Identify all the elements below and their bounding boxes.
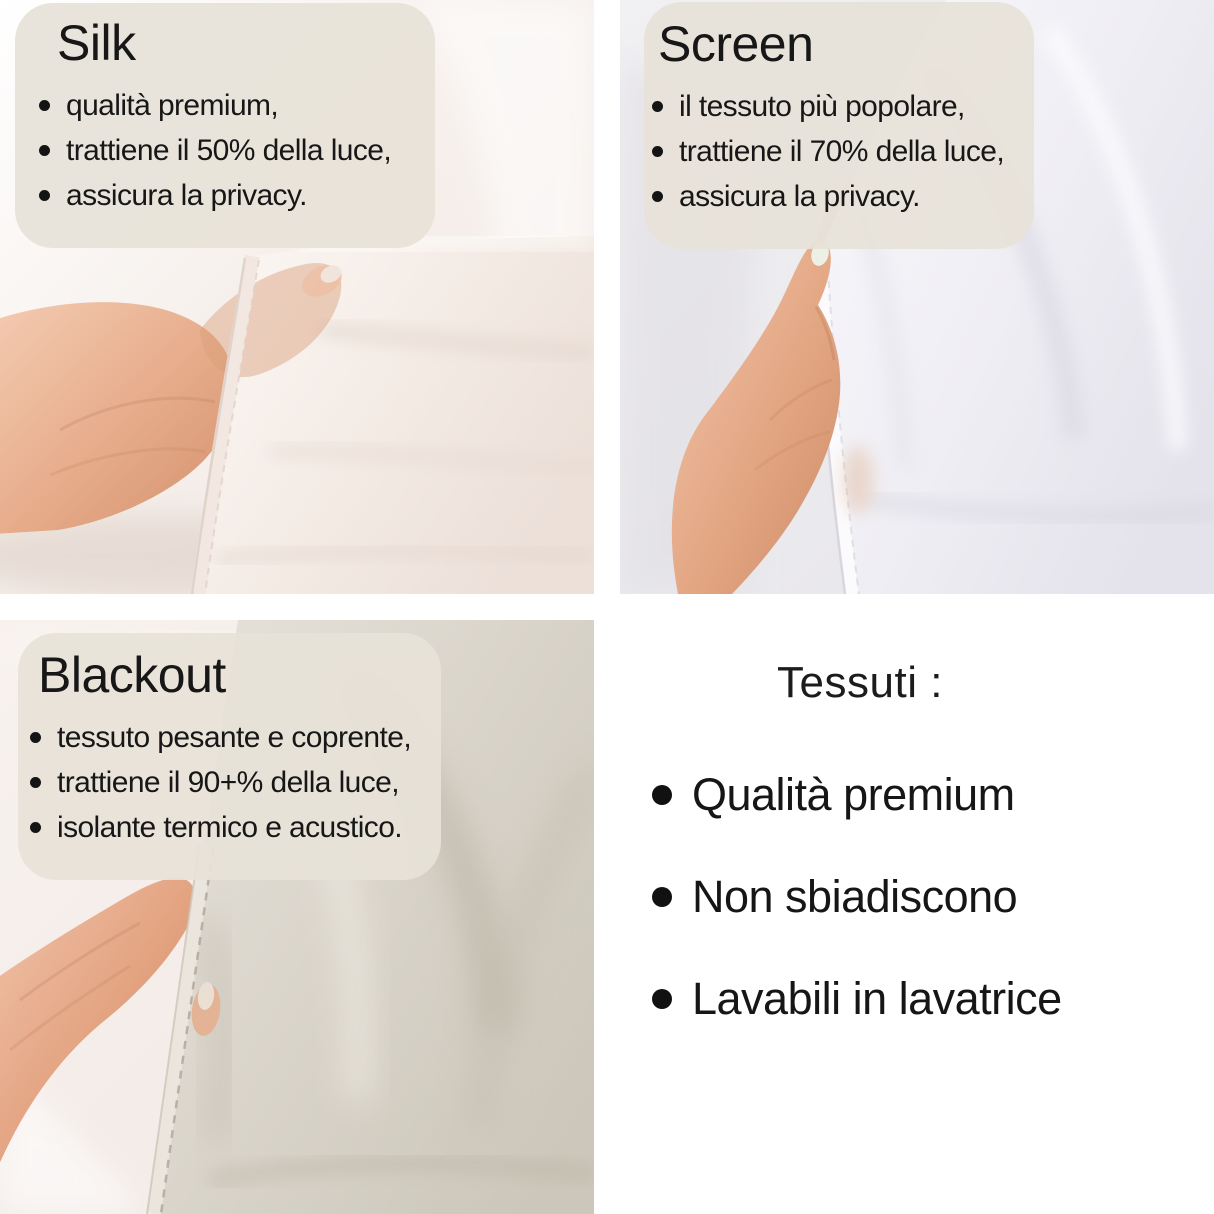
summary-bullet-list: [652, 768, 1062, 1074]
screen-card: [644, 2, 1034, 249]
bullet-item: Lavabili in lavatrice: [652, 972, 1062, 1026]
silk-bullet-list: [39, 83, 411, 218]
bullet-item: Qualità premium: [652, 768, 1062, 822]
bullet-item: assicura la privacy.: [39, 173, 411, 218]
bullet-dot-icon: [39, 100, 50, 111]
silk-card: [15, 3, 435, 248]
bullet-dot-icon: [30, 777, 41, 788]
bullet-dot-icon: [39, 145, 50, 156]
blackout-panel: [0, 620, 594, 1214]
bullet-item: trattiene il 50% della luce,: [39, 128, 411, 173]
bullet-item: Non sbiadiscono: [652, 870, 1062, 924]
bullet-dot-icon: [39, 190, 50, 201]
bullet-dot-icon: [652, 146, 663, 157]
blackout-title: Blackout: [38, 647, 226, 703]
silk-title: Silk: [57, 15, 136, 71]
bullet-dot-icon: [652, 989, 672, 1009]
fabric-summary-panel: [620, 620, 1214, 1214]
summary-title: Tessuti :: [777, 658, 943, 707]
bullet-item: isolante termico e acustico.: [30, 805, 411, 850]
bullet-dot-icon: [652, 191, 663, 202]
bullet-dot-icon: [30, 822, 41, 833]
bullet-dot-icon: [652, 785, 672, 805]
bullet-dot-icon: [652, 887, 672, 907]
screen-panel: [620, 0, 1214, 594]
bullet-dot-icon: [652, 101, 663, 112]
bullet-item: trattiene il 70% della luce,: [652, 129, 1004, 174]
screen-bullet-list: [652, 84, 1004, 219]
screen-title: Screen: [658, 16, 814, 72]
bullet-item: assicura la privacy.: [652, 174, 1004, 219]
bullet-item: tessuto pesante e coprente,: [30, 715, 411, 760]
blackout-bullet-list: [30, 715, 411, 850]
blackout-card: [18, 633, 441, 880]
bullet-item: qualità premium,: [39, 83, 411, 128]
bullet-item: il tessuto più popolare,: [652, 84, 1004, 129]
silk-panel: [0, 0, 594, 594]
bullet-item: trattiene il 90+% della luce,: [30, 760, 411, 805]
bullet-dot-icon: [30, 732, 41, 743]
